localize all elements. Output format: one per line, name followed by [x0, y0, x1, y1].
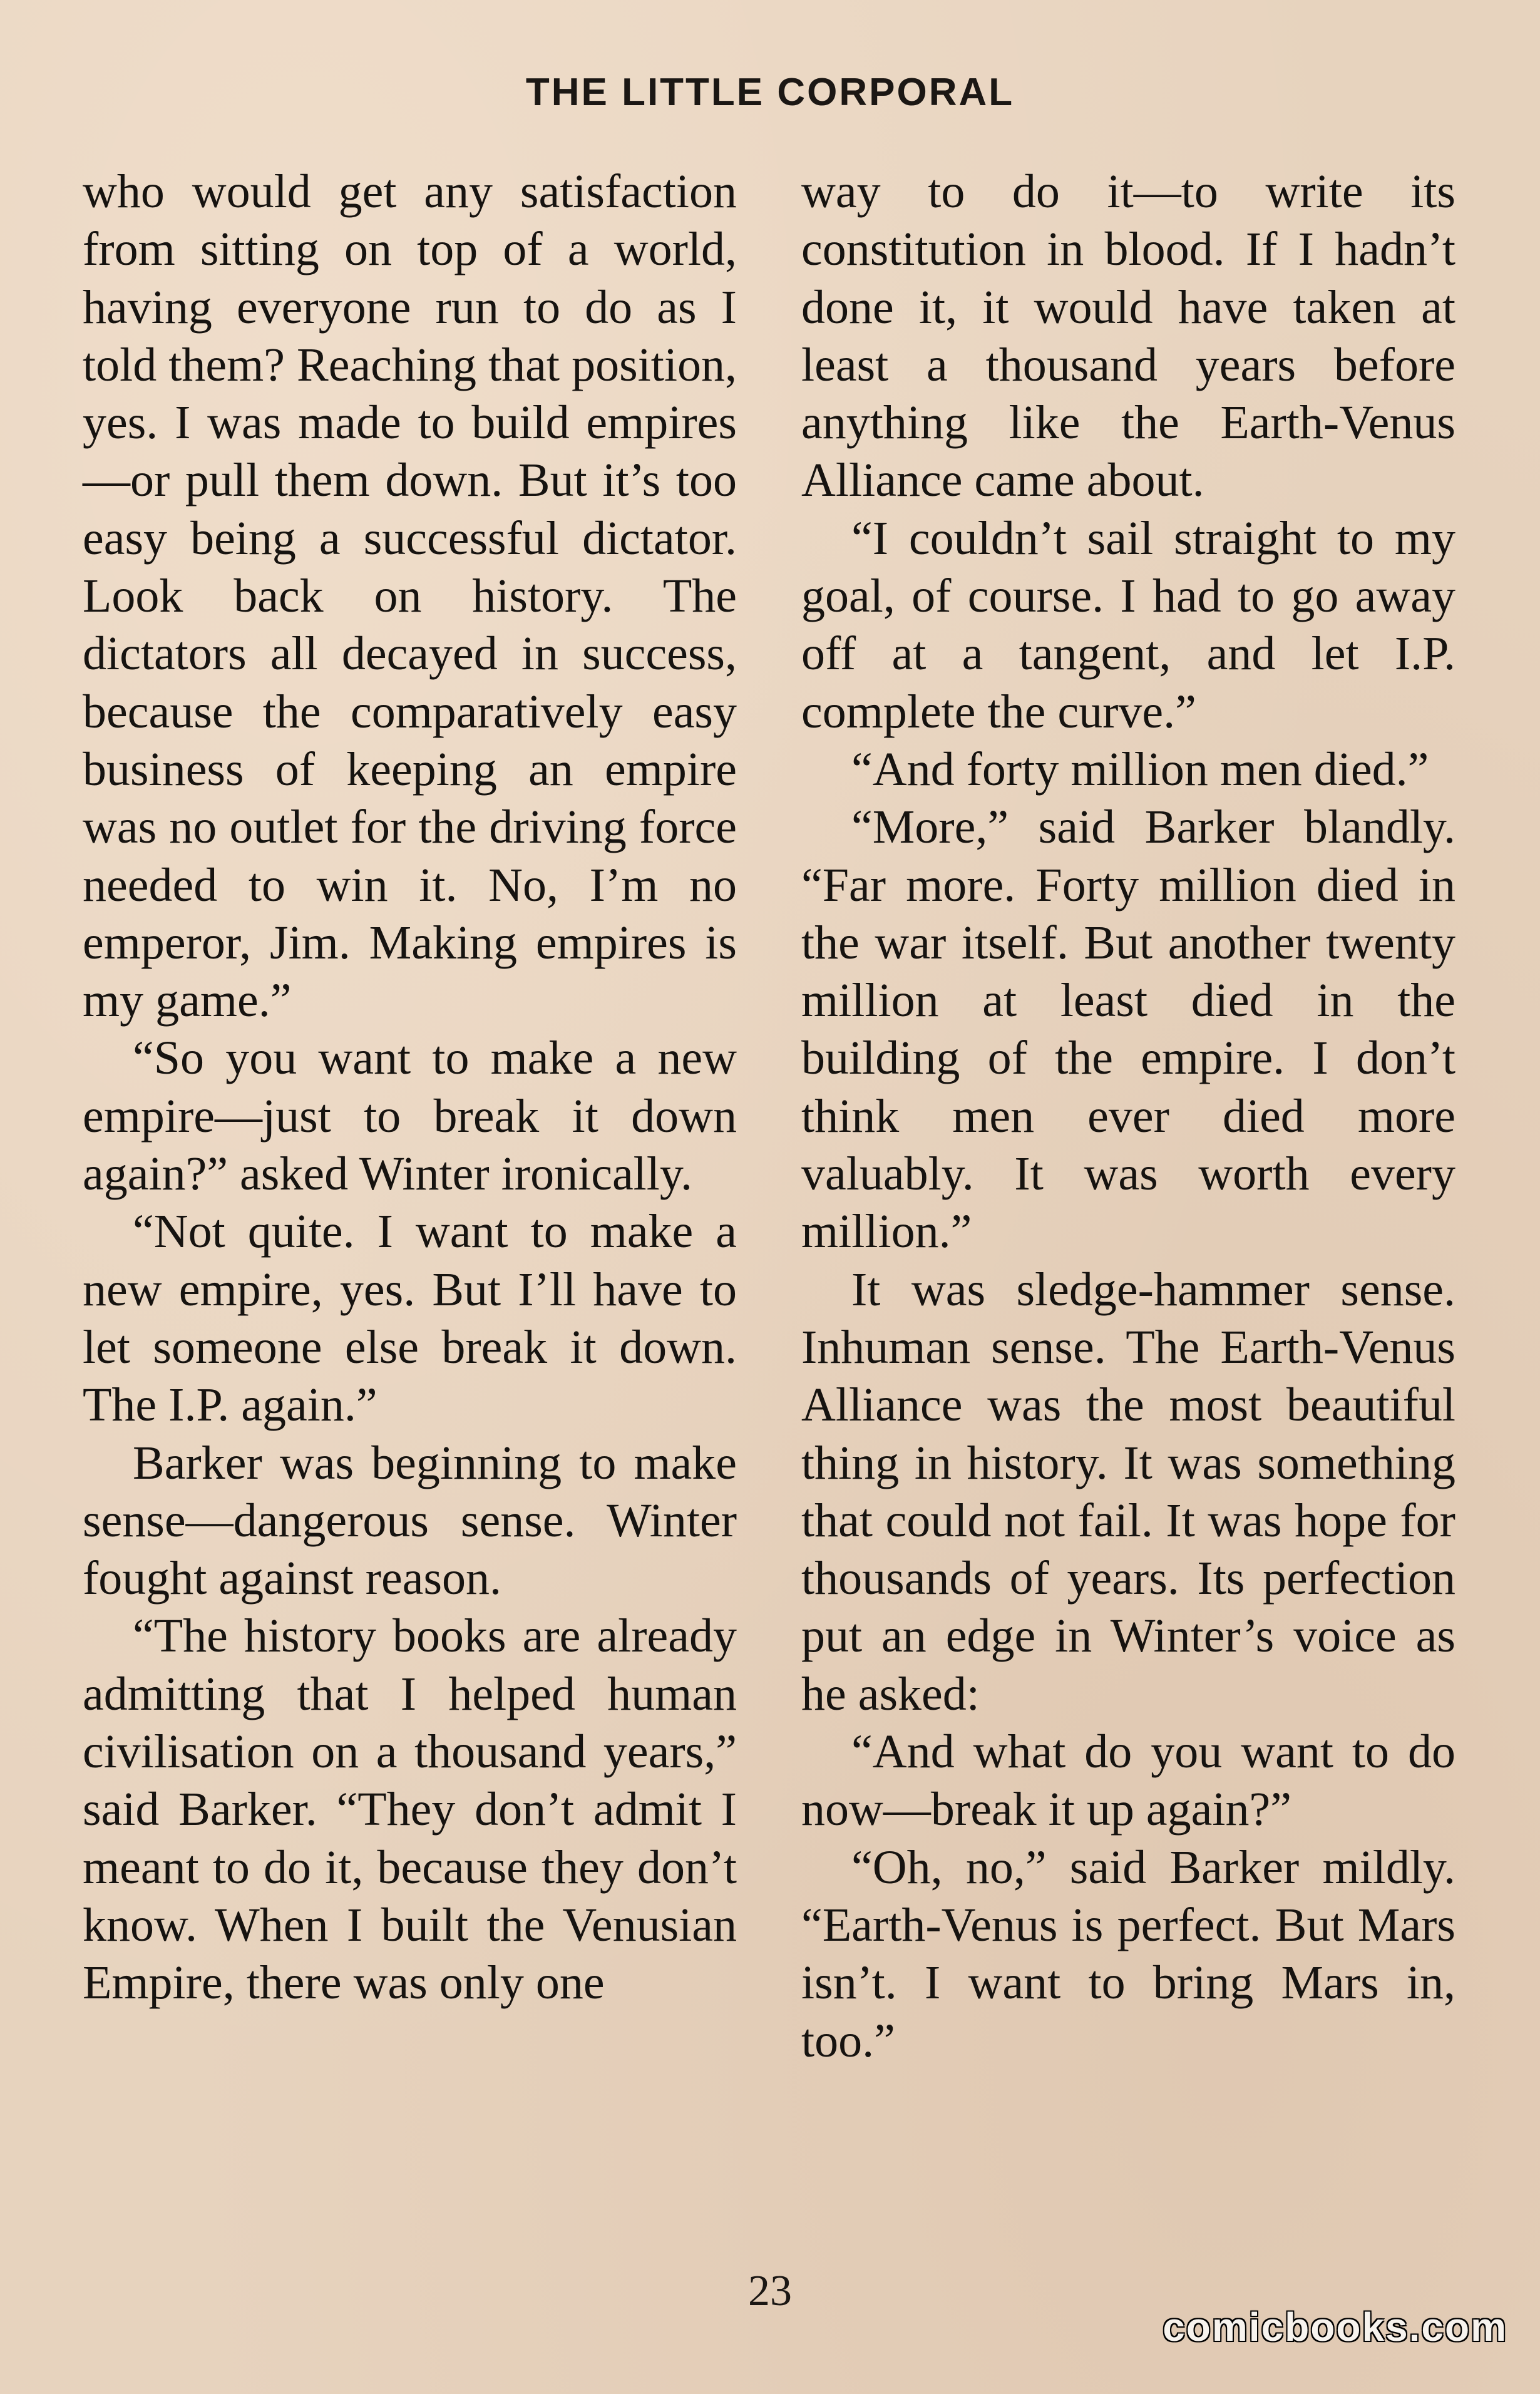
paragraph: “So you want to make a new empire—just to break it down again?” asked Winter ironically.	[83, 1032, 737, 1201]
paragraph: “More,” said Barker blandly. “Far more. Forty million died in the war itself. But another twenty million at least died in the building of the empire. I don’t think men ever died more valuably. It was worth every million.”	[801, 801, 1455, 1258]
paragraph: “I couldn’t sail straight to my goal, of course. I had to go away off at a tangent, and let I.P. complete the curve.”	[801, 511, 1455, 738]
paragraph: It was sledge-hammer sense. Inhuman sense. The Earth-Venus Alliance was the most beautiful thing in history. It was something that could not fail. It was hope for thousands of years. Its perfection put an edge in Winter’s voice as he asked:	[801, 1263, 1455, 1720]
right-column	[801, 163, 1455, 2070]
running-head: THE LITTLE CORPORAL	[525, 71, 1015, 114]
paragraph: who would get any satisfaction from sitting on top of a world, having everyone run to do as I told them? Reaching that position, yes. I was made to build empires—or pull them down. But it’s too easy being a successful dictator. Look back on history. The dictators all decayed in success, because the comparatively easy business of keeping an empire was no outlet for the driving force needed to win it. No, I’m no emperor, Jim. Making empires is my game.”	[83, 165, 737, 1027]
paragraph: way to do it—to write its constitution in blood. If I hadn’t done it, it would have taken at least a thousand years before anything like the Earth-Venus Alliance came about.	[801, 165, 1455, 507]
paragraph: “The history books are already admitting that I helped human civilisation on a thousand years,” said Barker. “They don’t admit I meant to do it, because they don’t know. When I built the Venusian Empire, there was only one	[83, 1610, 737, 2010]
page-number: 23	[748, 2267, 792, 2315]
left-column	[83, 163, 737, 2012]
paragraph: “And what do you want to do now—break it up again?”	[801, 1725, 1455, 1836]
paragraph: “Oh, no,” said Barker mildly. “Earth-Venus is perfect. But Mars isn’t. I want to bring Mars in, too.”	[801, 1841, 1455, 2067]
paragraph: “Not quite. I want to make a new empire, yes. But I’ll have to let someone else break it down. The I.P. again.”	[83, 1205, 737, 1432]
paragraph: Barker was beginning to make sense—dangerous sense. Winter fought against reason.	[83, 1436, 737, 1605]
watermark: comicbooks.com	[1163, 2304, 1507, 2350]
paragraph: “And forty million men died.”	[851, 742, 1429, 796]
